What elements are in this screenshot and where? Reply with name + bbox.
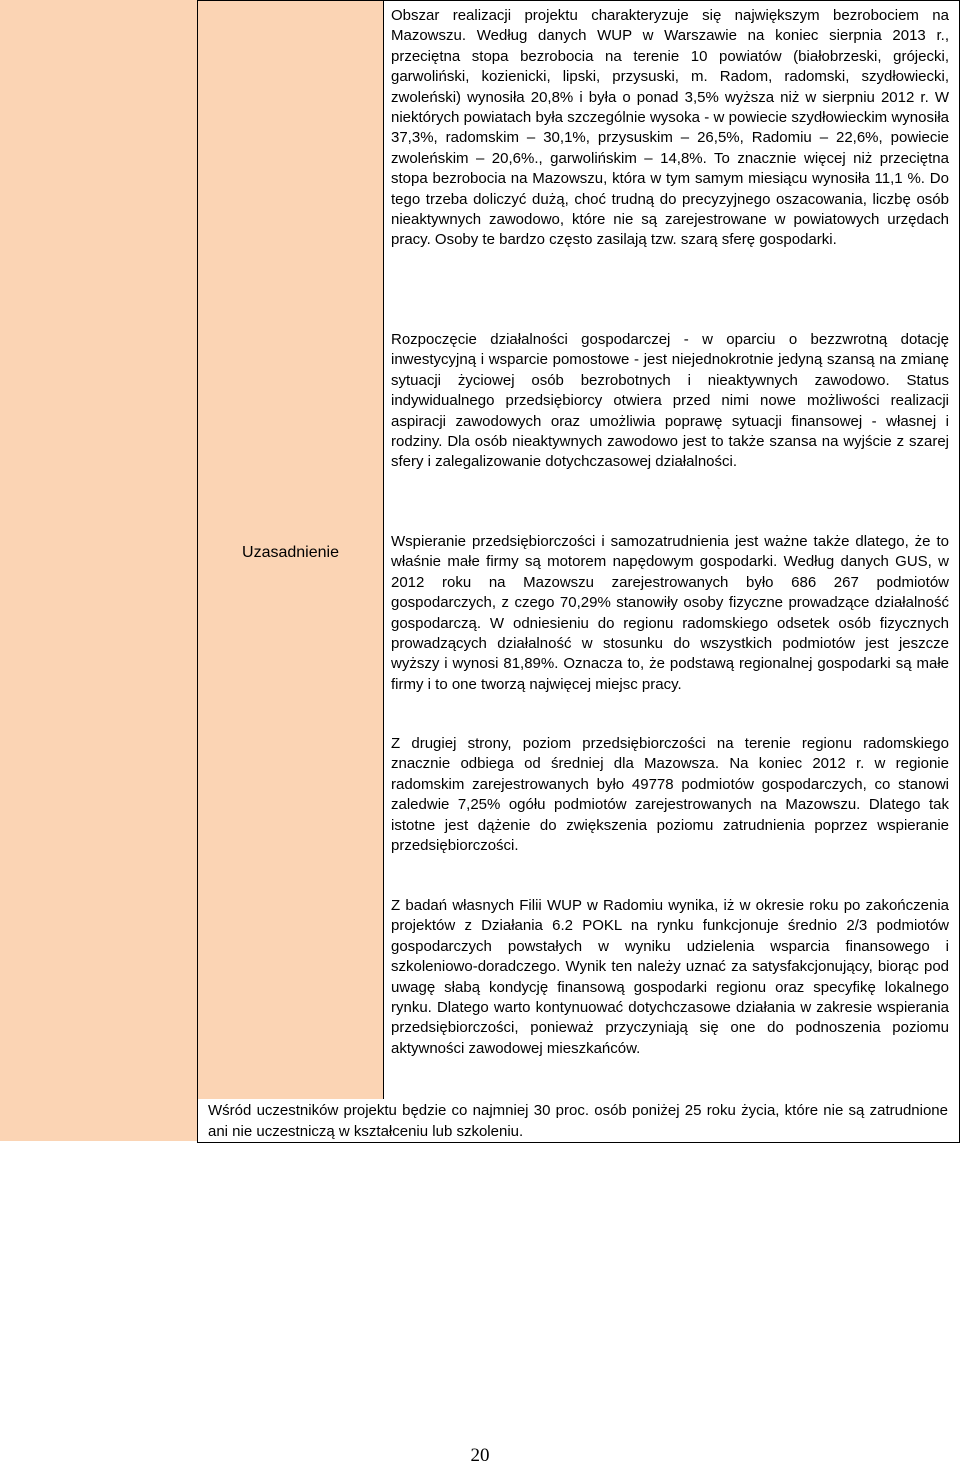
paragraph-text: Wspieranie przedsiębiorczości i samozatrudnienia jest ważne także dlatego, że to właśnie małe firmy są motorem napędowym gospodarki. Według danych GUS, w 2012 roku na Mazowszu zarejestrowanych było 686 267 podmiotów gospodarczych, z czego 70,29% stanowiły osoby fizyczne prowadzące działalność gospodarczą. W odniesieniu do regionu radomskiego odsetek osób fizycznych prowadzących działalność w stosunku do wszystkich podmiotów jest jeszcze wyższy i wynosi 81,89%. Oznacza to, że podstawą regionalnej gospodarki są małe firmy i to one tworzą najwięcej miejsc pracy. xyxy=(391,533,949,693)
paragraph-text: Rozpoczęcie działalności gospodarczej - w oparciu o bezzwrotną dotację inwestycyjną i wsparcie pomostowe - jest niejednokrotnie jedyną szansą na zmianę sytuacji życiowej osób bezrobotnych i nieaktywnych zawodowo. Status indywidualnego przedsiębiorcy otwiera przed nimi nowe możliwości realizacji aspiracji zawodowych oraz umożliwia poprawę sytuacji finansowej - własnej i rodziny. Dla osób nieaktywnych zawodowo jest to także szansa na wyjście z szarej sfery i zalegalizowanie dotychczasowej działalności. xyxy=(391,331,949,471)
paragraph-unemployment xyxy=(391,6,949,251)
page-number: 20 xyxy=(470,1445,490,1466)
row-label-cell xyxy=(197,0,384,1106)
bottom-row-text: Wśród uczestników projektu będzie co najmniej 30 proc. osób poniżej 25 roku życia, które nie są zatrudnione ani nie uczestniczą w kształceniu lub szkoleniu. xyxy=(208,1102,948,1140)
left-margin-shading xyxy=(0,0,197,1141)
row-label: Uzasadnienie xyxy=(242,544,339,561)
paragraph-business-start xyxy=(391,330,949,473)
paragraph-text: Z drugiej strony, poziom przedsiębiorczości na terenie regionu radomskiego znacznie odbiega od średniej dla Mazowsza. Na koniec 2012 r. w regionie radomskim zarejestrowanych było 49778 podmiotów gospodarczych, co stanowi zaledwie 7,25% ogółu podmiotów zarejestrowanych na Mazowszu. Dlatego tak istotne jest dążenie do zwiększenia poziomu zatrudnienia poprzez wspieranie przedsiębiorczości. xyxy=(391,735,949,855)
paragraph-entrepreneurship xyxy=(391,532,949,695)
paragraph-wup-research xyxy=(391,896,949,1059)
paragraph-regional-level xyxy=(391,734,949,856)
paragraph-text: Obszar realizacji projektu charakteryzuje się największym bezrobociem na Mazowszu. Według danych WUP w Warszawie na koniec sierpnia 2013 r., przeciętna stopa bezrobocia na terenie 10 powiatów (białobrzeski, grójecki, garwoliński, kozienicki, lipski, przysuski, m. Radom, radomski, szydłowiecki, zwoleński) wynosiła 20,8% i była o ponad 3,5% wyższa niż w sierpniu 2012 r. W niektórych powiatach była szczególnie wysoka - w powiecie szydłowieckim wynosiła 37,3%, radomskim – 30,1%, przysuskim – 26,5%, Radomiu – 22,6%, powiecie zwoleńskim – 20,6%., garwolińskim – 14,8%. To znacznie więcej niż przeciętna stopa bezrobocia na Mazowszu, która w tym samym miesiącu wynosiła 11,1 %. Do tego trzeba doliczyć dużą, choć trudną do precyzyjnego oszacowania, liczbę osób nieaktywnych zawodowo, które nie są zarejestrowane w powiatowych urzędach pracy. Osoby te bardzo często zasilają tzw. szarą sferę gospodarki. xyxy=(391,7,949,249)
paragraph-text: Z badań własnych Filii WUP w Radomiu wynika, iż w okresie roku po zakończenia projektów z Działania 6.2 POKL na rynku funkcjonuje średnio 2/3 podmiotów gospodarczych powstałych w wyniku udzielenia wsparcia finansowego i szkoleniowo-doradczego. Wynik ten należy uznać za satysfakcjonujący, biorąc pod uwagę słabą kondycję finansową gospodarki regionu oraz specyfikę lokalnego rynku. Dlatego warto kontynuować dotychczasowe działania w zakresie wspierania przedsiębiorczości, ponieważ przyczyniają się one do podnoszenia poziomu aktywności zawodowej mieszkańców. xyxy=(391,897,949,1057)
